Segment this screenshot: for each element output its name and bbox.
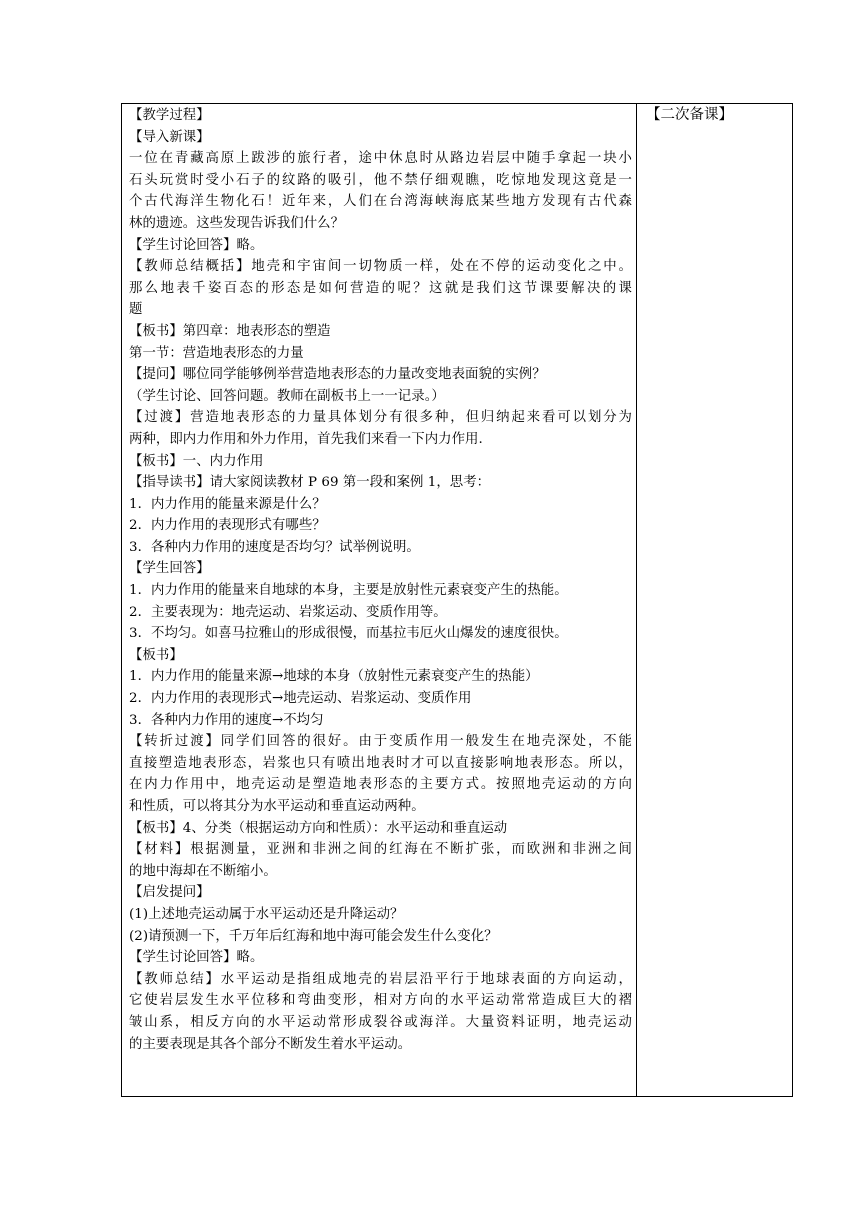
- text-line: 【学生回答】: [129, 561, 210, 577]
- text-line: 【教师总结】水平运动是指组成地壳的岩层沿平行于地球表面的方向运动，: [129, 971, 632, 987]
- teaching-process-cell: [122, 104, 637, 1096]
- text-line: 3．各种内力作用的速度是否均匀？试举例说明。: [129, 539, 420, 555]
- text-line: 它使岩层发生水平位移和弯曲变形，相对方向的水平运动常常造成巨大的褶: [129, 993, 632, 1009]
- text-line: 2．内力作用的表现形式有哪些？: [129, 518, 326, 534]
- text-line: 第一节：营造地表形态的力量: [129, 345, 304, 361]
- text-line: 【板书】4、分类（根据运动方向和性质）：水平运动和垂直运动: [129, 820, 508, 836]
- text-line: 【指导读书】请大家阅读教材 P 69 第一段和案例 1，思考：: [129, 475, 491, 491]
- text-line: 直接塑造地表形态，岩浆也只有喷出地表时才可以直接影响地表形态。所以，: [129, 755, 632, 771]
- text-line: 和性质，可以将其分为水平运动和垂直运动两种。: [129, 799, 425, 814]
- text-line: 两种，即内力作用和外力作用，首先我们来看一下内力作用.: [129, 431, 483, 447]
- text-line: 【提问】哪位同学能够例举营造地表形态的力量改变地表面貌的实例？: [129, 367, 546, 383]
- text-line: 【板书】一、内力作用: [129, 453, 264, 469]
- text-line: 【学生讨论回答】略。: [129, 950, 264, 966]
- text-line: 【教学过程】: [129, 108, 210, 123]
- text-line: 的主要表现是其各个部分不断发生着水平运动。: [129, 1036, 412, 1052]
- text-line: 【过渡】营造地表形态的力量具体划分有很多种，但归纳起来看可以划分为: [129, 410, 632, 426]
- secondary-preparation-header: 【二次备课】: [646, 107, 733, 123]
- secondary-preparation-cell: [637, 104, 792, 1096]
- text-line: 【材料】根据测量，亚洲和非洲之间的红海在不断扩张，而欧洲和非洲之间: [129, 842, 632, 858]
- text-line: 【学生讨论回答】略。: [129, 237, 264, 253]
- text-line: 皱山系，相反方向的水平运动常形成裂谷或海洋。大量资料证明，地壳运动: [129, 1014, 632, 1030]
- text-line: 石头玩赏时受小石子的纹路的吸引，他不禁仔细观瞧，吃惊地发现这竟是一: [129, 172, 632, 188]
- text-line: 【教师总结概括】地壳和宇宙间一切物质一样，处在不停的运动变化之中。: [129, 259, 632, 275]
- text-line: 【转折过渡】同学们回答的很好。由于变质作用一般发生在地壳深处，不能: [129, 734, 632, 750]
- text-line: 【启发提问】: [129, 885, 210, 901]
- text-line: 【导入新课】: [129, 129, 210, 145]
- text-line: 林的遗迹。这些发现告诉我们什么？: [129, 215, 345, 231]
- text-line: 个古代海洋生物化石！近年来，人们在台湾海峡海底某些地方发现有古代森: [129, 194, 632, 210]
- text-line: 1．内力作用的能量来源→地球的本身（放射性元素衰变产生的热能）: [129, 669, 539, 685]
- text-line: 3．各种内力作用的速度→不均匀: [129, 712, 324, 728]
- text-line: (2)请预测一下，千万年后红海和地中海可能会发生什么变化？: [129, 928, 498, 944]
- text-line: 2．主要表现为：地壳运动、岩浆运动、变质作用等。: [129, 604, 447, 620]
- text-line: 2．内力作用的表现形式→地壳运动、岩浆运动、变质作用: [129, 691, 472, 707]
- text-line: 1．内力作用的能量来自地球的本身，主要是放射性元素衰变产生的热能。: [129, 583, 568, 599]
- text-line: 题: [129, 302, 143, 318]
- text-line: 【板书】: [129, 647, 183, 663]
- text-line: （学生讨论、回答问题。教师在副板书上一一记录。）: [129, 388, 445, 404]
- text-line: 的地中海却在不断缩小。: [129, 863, 277, 879]
- text-line: 3．不均匀。如喜马拉雅山的形成很慢，而基拉韦厄火山爆发的速度很快。: [129, 626, 568, 642]
- text-line: (1)上述地壳运动属于水平运动还是升降运动？: [129, 906, 404, 922]
- text-line: 一位在青藏高原上跋涉的旅行者，途中休息时从路边岩层中随手拿起一块小: [129, 151, 632, 167]
- text-line: 在内力作用中，地壳运动是塑造地表形态的主要方式。按照地壳运动的方向: [129, 777, 632, 793]
- text-line: 1．内力作用的能量来源是什么？: [129, 496, 326, 512]
- text-line: 那么地表千姿百态的形态是如何营造的呢？这就是我们这节课要解决的课: [129, 280, 632, 296]
- lesson-plan-table: [121, 103, 793, 1097]
- text-line: 【板书】第四章：地表形态的塑造: [129, 323, 331, 339]
